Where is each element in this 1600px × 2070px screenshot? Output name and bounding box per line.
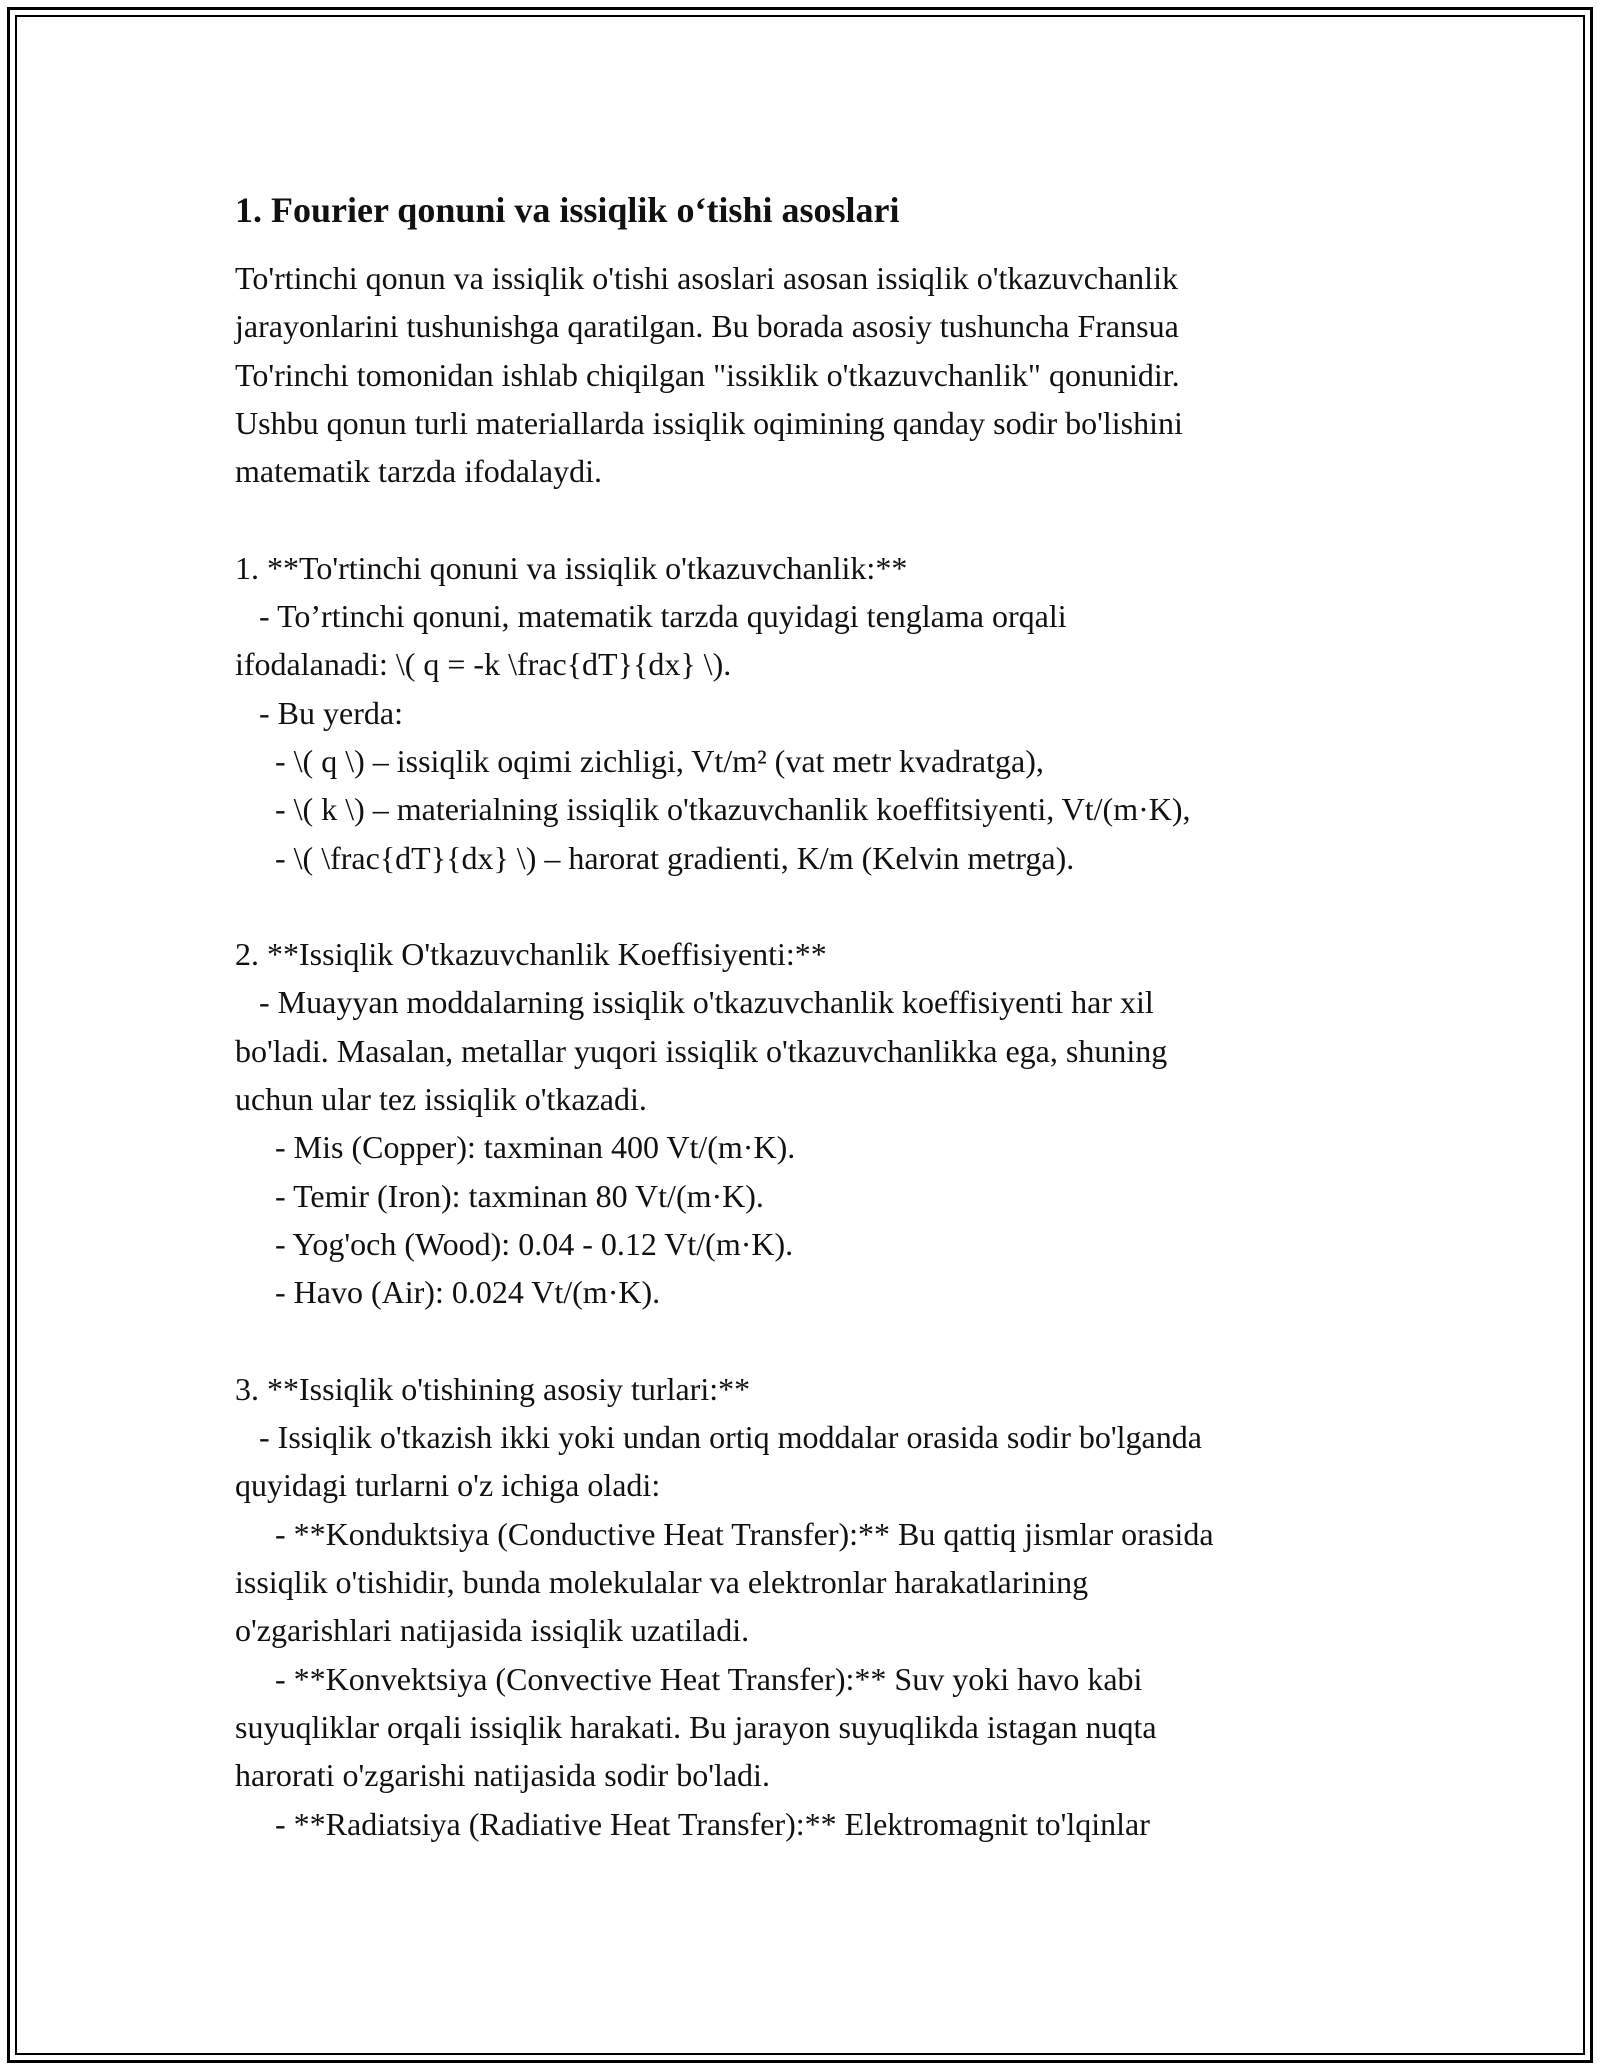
text-line: quyidagi turlarni o'z ichiga oladi: [235, 1467, 661, 1504]
blank-line [235, 1317, 1375, 1365]
text-line: bo'ladi. Masalan, metallar yuqori issiqlik o'tkazuvchanlikka ega, shuning [235, 1032, 1168, 1069]
text-line: 2. **Issiqlik O'tkazuvchanlik Koeffisiyenti:** [235, 936, 827, 973]
text-line: ifodalanadi: \( q = -k \frac{dT}{dx} \). [235, 646, 732, 683]
text-line: matematik tarzda ifodalaydi. [235, 453, 602, 490]
text-line: - Bu yerda: [235, 694, 403, 731]
text-line: - Havo (Air): 0.024 Vt/(m·K). [235, 1274, 661, 1311]
text-line: harorati o'zgarishi natijasida sodir bo'ladi. [235, 1757, 770, 1794]
text-line: 1. **To'rtinchi qonuni va issiqlik o'tkazuvchanlik:** [235, 549, 908, 586]
text-line: - Muayyan moddalarning issiqlik o'tkazuvchanlik koeffisiyenti har xil [235, 984, 1154, 1021]
text-line: - \( k \) – materialning issiqlik o'tkazuvchanlik koeffitsiyenti, Vt/(m·K), [235, 791, 1191, 828]
blank-line [235, 495, 1375, 543]
text-line: uchun ular tez issiqlik o'tkazadi. [235, 1081, 647, 1118]
text-line: To'rtinchi qonun va issiqlik o'tishi asoslari asosan issiqlik o'tkazuvchanlik [235, 260, 1178, 296]
text-line: - **Konvektsiya (Convective Heat Transfer):** Suv yoki havo kabi [235, 1660, 1143, 1697]
text-line: - Temir (Iron): taxminan 80 Vt/(m·K). [235, 1177, 764, 1214]
text-line: - \( \frac{dT}{dx} \) – harorat gradienti, K/m (Kelvin metrga). [235, 839, 1075, 876]
text-line: - **Konduktsiya (Conductive Heat Transfer):** Bu qattiq jismlar orasida [235, 1515, 1214, 1552]
text-line: Ushbu qonun turli materiallarda issiqlik oqimining qanday sodir bo'lishini [235, 404, 1183, 441]
text-line: - Yog'och (Wood): 0.04 - 0.12 Vt/(m·K). [235, 1225, 794, 1262]
text-line: - To’rtinchi qonuni, matematik tarzda quyidagi tenglama orqali [235, 598, 1067, 635]
document-text [235, 254, 1375, 1848]
text-line: - Issiqlik o'tkazish ikki yoki undan ortiq moddalar orasida sodir bo'lganda [235, 1419, 1202, 1456]
text-line: 3. **Issiqlik o'tishining asosiy turlari:** [235, 1370, 751, 1407]
text-line: - Mis (Copper): taxminan 400 Vt/(m·K). [235, 1129, 796, 1166]
text-line: - \( q \) – issiqlik oqimi zichligi, Vt/m² (vat metr kvadratga), [235, 742, 1044, 779]
document-title: 1. Fourier qonuni va issiqlik o‘tishi asoslari [235, 190, 900, 230]
text-line: o'zgarishlari natijasida issiqlik uzatiladi. [235, 1612, 750, 1649]
text-line: - **Radiatsiya (Radiative Heat Transfer):** Elektromagnit to'lqinlar [235, 1805, 1150, 1842]
text-line: jarayonlarini tushunishga qaratilgan. Bu borada asosiy tushuncha Fransua [235, 308, 1179, 345]
text-line: issiqlik o'tishidir, bunda molekulalar va elektronlar harakatlarining [235, 1564, 1089, 1601]
text-line: suyuqliklar orqali issiqlik harakati. Bu jarayon suyuqlikda istagan nuqta [235, 1708, 1157, 1745]
document-body [235, 186, 1375, 1848]
text-line: To'rinchi tomonidan ishlab chiqilgan "issiklik o'tkazuvchanlik" qonunidir. [235, 356, 1180, 393]
blank-line [235, 882, 1375, 930]
